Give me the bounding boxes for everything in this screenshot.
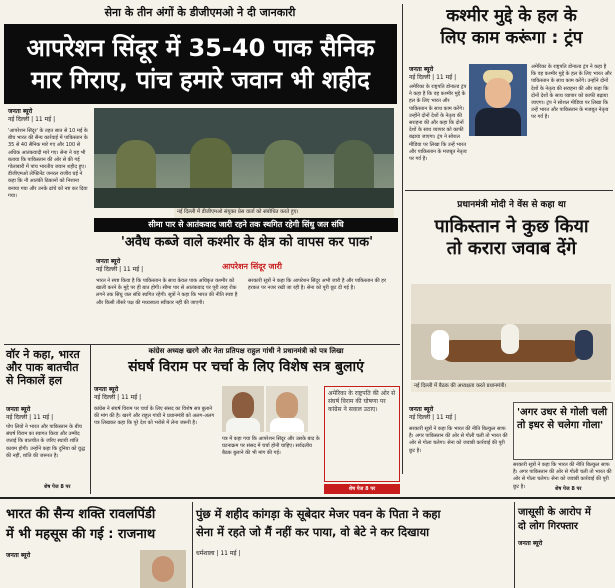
officer-figure [264, 140, 304, 192]
bullet-body: सरकारी सूत्रों ने कहा कि भारत की नीति बिल्कुल साफ है। अगर पाकिस्तान की ओर से गोली चली तो भारत की ओर से गोला चलेगा। सेना को जवाबी कार्रवाई की पूरी छूट है। [409, 426, 510, 454]
byline-name: जनता ब्यूरो [8, 108, 33, 115]
espionage-byline: जनता ब्यूरो [518, 540, 543, 547]
top-story-headline-line2: मार गिराए, पांच हमारे जवान भी शहीद [31, 66, 370, 94]
byline-name: जनता ब्यूरो [96, 258, 121, 265]
officer-figure [334, 140, 374, 192]
bullet-body-col2: सरकारी सूत्रों ने कहा कि भारत की नीति बिल्कुल साफ है। अगर पाकिस्तान की ओर से गोली चली तो भारत की ओर से गोला चलेगा। सेना को जवाबी कार्रवाई की पूरी छूट है। [513, 462, 614, 490]
modi-headline-line1: पाकिस्तान ने कुछ किया [434, 216, 589, 237]
sindhu-body: भारत ने स्पष्ट किया है कि पाकिस्तान के साथ केवल पाक अधिकृत कश्मीर को खाली करने के मुद्दे पर ही बात होगी। सीमा पार से आतंकवाद पर पूरी तरह रोक लगने तक सिंधु जल संधि स्थगित रहेगी। सूत्रों ने कहा कि भारत की नीति स्पष्ट है और किसी तीसरे पक्ष की मध्यस्थता स्वीकार नहीं की जाएगी। [96, 278, 239, 306]
bullet-more[interactable]: शेष पेज 8 पर [555, 486, 582, 492]
rahul-face [276, 392, 298, 420]
byline-place: नई दिल्ली | 11 मई | [96, 266, 144, 273]
sindhu-byline [96, 258, 156, 274]
operation-sindoor-tag: आपरेशन सिंदूर जारी [222, 262, 282, 271]
modi-photo-caption: नई दिल्ली में बैठक की अध्यक्षता करते प्रधानमंत्री। [411, 382, 611, 392]
talks-more[interactable]: शेष पेज 8 पर [44, 484, 71, 490]
rajnath-face [152, 556, 174, 582]
session-body: कांग्रेस ने संघर्ष विराम पर चर्चा के लिए संसद का विशेष सत्र बुलाने की मांग की है। खरगे और राहुल गांधी ने प्रधानमंत्री को अलग-अलग पत्र लिखकर कहा कि पूरे देश को भरोसे में लेना जरूरी है। [94, 406, 216, 427]
session-story [92, 346, 402, 496]
rahul-photo [266, 386, 308, 432]
pawan-headline-line2: सेना में रहते जो मैं नहीं कर पाया, वो बेटे ने कर दिखाया [196, 525, 430, 539]
byline-place: नई दिल्ली | 11 मई | [94, 394, 142, 401]
rajnath-headline-line2: में भी महसूस की गई : राजनाथ [6, 527, 156, 542]
trump-face [485, 78, 511, 108]
rahul-shirt [270, 418, 304, 432]
section-divider [405, 190, 613, 191]
modi-story [405, 194, 615, 414]
kharge-shirt [226, 418, 260, 432]
talks-body: पोप लियो ने भारत और पाकिस्तान के बीच संघर्ष विराम का स्वागत किया और उम्मीद जताई कि बातचीत के जरिए स्थायी शांति कायम होगी। उन्होंने कहा कि दुनिया को युद्ध की नहीं, शांति की जरूरत है। [6, 424, 87, 459]
sindhu-headline: 'अवैध कब्जे वाले कश्मीर के क्षेत्र को वापस कर पाक' [120, 235, 374, 250]
rajnath-headline-line1: भारत की सैन्य शक्ति रावलपिंडी [6, 507, 156, 522]
top-story-headline [4, 24, 397, 104]
top-story-body: 'आपरेशन सिंदूर' के तहत सात से 10 मई के बीच भारत की सैन्य कार्रवाई में पाकिस्तान के 35 से 40 सैनिक मारे गए और 100 से अधिक आतंकवादी मारे गए। सेना ने यह भी बताया कि पाकिस्तान की ओर से की गई गोलाबारी में पांच भारतीय जवान शहीद हुए। डीजीएमओ लेफ्टिनेंट जनरल राजीव घई ने कहा कि नौ आतंकी ठिकानों को निशाना बनाया गया और उनके ढांचे को नष्ट कर दिया गया। [8, 128, 90, 199]
session-body-col2: पत्र में कहा गया कि आपरेशन सिंदूर और उसके बाद के घटनाक्रम पर संसद में चर्चा होनी चाहिए। सर्वदलीय बैठक बुलाने की भी मांग की गई। [222, 436, 322, 457]
espionage-headline-line1: जासूसी के आरोप में [518, 507, 591, 518]
rajnath-byline: जनता ब्यूरो [6, 552, 31, 559]
pawan-headline-line1: पुंछ में शहीद कांगड़ा के सूबेदार मेजर पवन के पिता ने कहा [196, 507, 441, 521]
sindhu-body-col2: सरकारी सूत्रों ने कहा कि आपरेशन सिंदूर अभी जारी है और पाकिस्तान की हर हरकत पर नजर रखी जा रही है। सेना को पूरी छूट दी गई है। [248, 278, 388, 292]
trump-photo [469, 64, 527, 136]
top-story-photo-caption: नई दिल्ली में डीजीएमओ संयुक्त प्रेस वार्ता को संबोधित करते हुए। [174, 208, 394, 218]
top-story-byline [8, 108, 78, 124]
pawan-byline: धर्मशाला | 11 मई | [196, 550, 241, 557]
trump-byline [409, 66, 461, 82]
attendee-figure [431, 330, 449, 360]
trump-headline-line2: लिए काम करूंगा : ट्रंप [440, 28, 583, 48]
trump-story-body-col2: अमेरिका के राष्ट्रपति डोनाल्ड ट्रंप ने कहा है कि वह कश्मीर मुद्दे के हल के लिए भारत और पाकिस्तान के साथ काम करेंगे। उन्होंने दोनों देशों के नेतृत्व की सराहना की और कहा कि दोनों देशों के साथ व्यापार को काफी बढ़ाया जाएगा। ट्रंप ने सोशल मीडिया पर लिखा कि उन्हें भारत और पाकिस्तान के मजबूत नेतृत्व पर गर्व है। [531, 64, 614, 121]
rajnath-story [0, 500, 190, 588]
modi-headline-line2: तो करारा जवाब देंगे [446, 238, 577, 259]
bullet-headline-box [513, 402, 613, 460]
espionage-headline-line2: दो लोग गिरफ्तार [518, 521, 578, 532]
officer-figure [190, 138, 232, 192]
top-story-kicker: सेना के तीन अंगों के डीजीएमओ ने दी जानकारी [104, 6, 296, 19]
column-divider [402, 4, 403, 474]
trump-story [405, 0, 615, 190]
byline-place: नई दिल्ली | 11 मई | [409, 414, 457, 421]
trump-suit [475, 108, 521, 136]
session-headline: संघर्ष विराम पर चर्चा के लिए विशेष सत्र बुलाएं [128, 359, 364, 375]
column-divider [192, 502, 193, 588]
officer-figure [116, 140, 156, 192]
rajnath-photo [140, 550, 186, 588]
session-sidebox [324, 386, 400, 482]
byline-name: जनता ब्यूरो [409, 406, 434, 413]
bullet-story [405, 400, 615, 496]
sindhu-story [94, 218, 400, 342]
byline-name: जनता ब्यूरो [94, 386, 119, 393]
meeting-wall [411, 284, 611, 324]
talks-byline [6, 406, 86, 422]
espionage-story [516, 500, 615, 588]
press-table [94, 188, 394, 208]
kharge-face [232, 392, 254, 420]
kharge-photo [222, 386, 264, 432]
column-divider [90, 344, 91, 494]
top-story-headline-line1: आपरेशन सिंदूर में 35-40 पाक सैनिक [26, 34, 375, 62]
session-byline [94, 386, 154, 402]
column-divider [514, 502, 515, 588]
byline-place: नई दिल्ली | 11 मई | [409, 74, 457, 81]
modi-meeting-photo [411, 284, 611, 380]
byline-place: नई दिल्ली | 11 मई | [8, 116, 56, 123]
dgmo-press-photo [94, 108, 394, 208]
talks-headline: वॉर ने कहा, भारत और पाक बातचीत से निकालें हल [6, 348, 80, 387]
section-divider [0, 497, 615, 499]
trump-headline-line1: कश्मीर मुद्दे के हल के [446, 6, 577, 26]
session-kicker: कांग्रेस अध्यक्ष खरगे और नेता प्रतिपक्ष राहुल गांधी ने प्रधानमंत्री को पत्र लिखा [148, 347, 344, 355]
attendee-figure [501, 324, 519, 354]
talks-story [4, 344, 88, 496]
top-story [0, 0, 400, 240]
session-more[interactable]: शेष पेज 8 पर [324, 484, 400, 494]
byline-name: जनता ब्यूरो [409, 66, 434, 73]
sindhu-kicker: सीमा पार से आतंकवाद जारी रहने तक स्थगित रहेगी सिंधु जल संधि [94, 218, 398, 232]
bullet-byline [409, 406, 469, 422]
byline-name: जनता ब्यूरो [6, 406, 31, 413]
trump-story-body: अमेरिका के राष्ट्रपति डोनाल्ड ट्रंप ने कहा है कि वह कश्मीर मुद्दे के हल के लिए भारत और पाकिस्तान के साथ काम करेंगे। उन्होंने दोनों देशों के नेतृत्व की सराहना की और कहा कि दोनों देशों के साथ व्यापार को काफी बढ़ाया जाएगा। ट्रंप ने सोशल मीडिया पर लिखा कि उन्हें भारत और पाकिस्तान के मजबूत नेतृत्व पर गर्व है। [409, 84, 469, 163]
modi-kicker: प्रधानमंत्री मोदी ने वेंस से कहा था [457, 200, 566, 210]
bullet-headline: 'अगर उधर से गोली चली तो इधर से चलेगा गोला' [517, 407, 608, 431]
pawan-story [194, 500, 514, 588]
attendee-figure [575, 330, 593, 360]
byline-place: नई दिल्ली | 11 मई | [6, 414, 54, 421]
sidebox-text: अमेरिका के राष्ट्रपति की ओर से संघर्ष विराम की घोषणा पर कांग्रेस ने सवाल उठाए। [328, 390, 396, 413]
